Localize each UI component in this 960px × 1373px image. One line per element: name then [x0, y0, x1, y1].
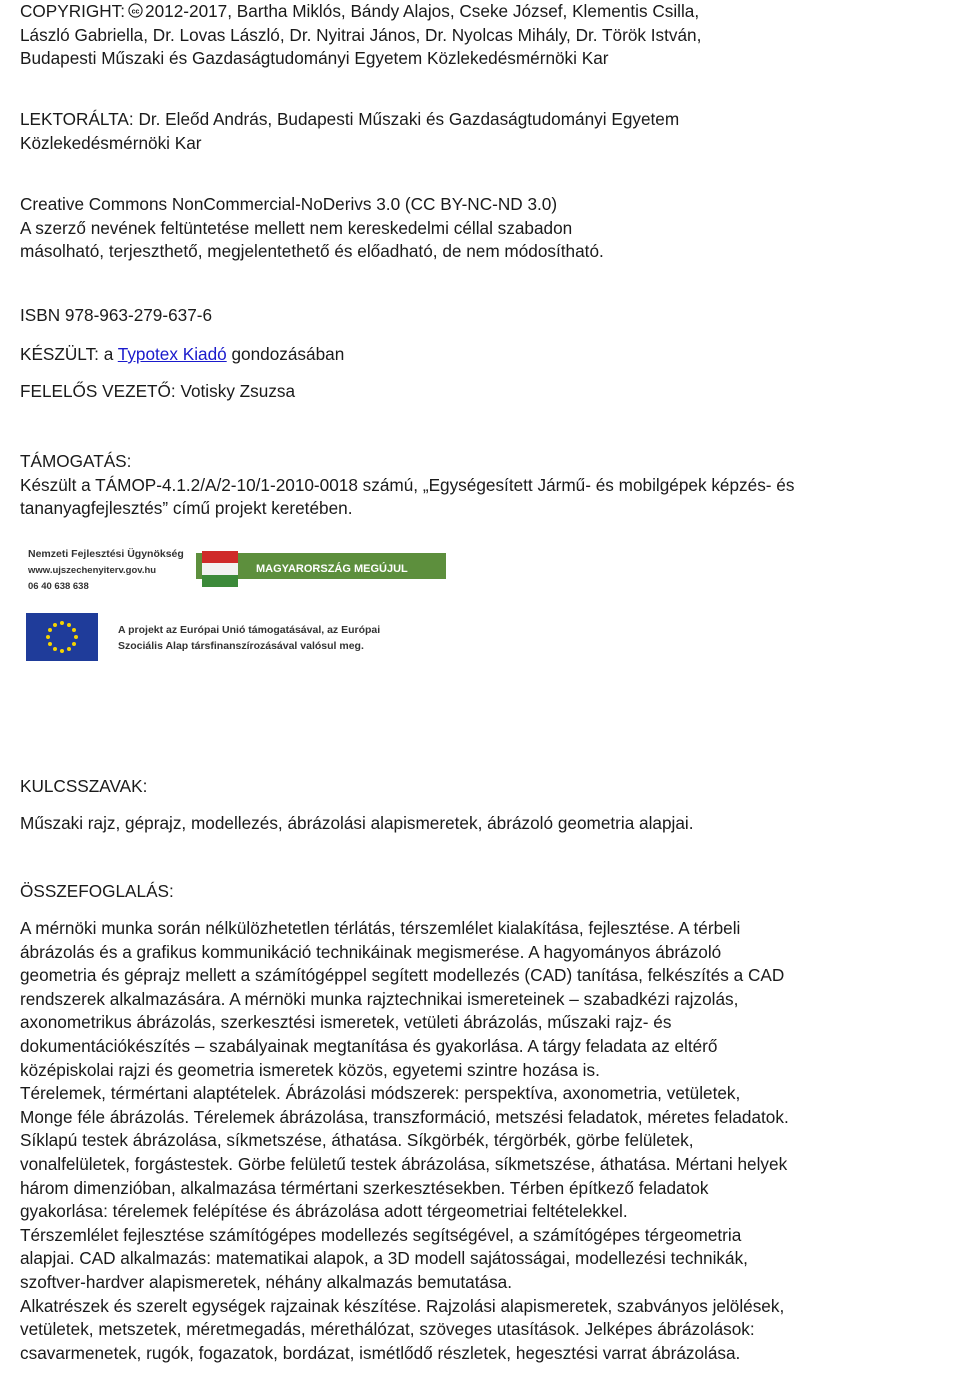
support-line-1: Készült a TÁMOP-4.1.2/A/2-10/1-2010-0018 számú, „Egységesített Jármű- és mobilgépek képzés- és: [20, 474, 795, 495]
copyright-label: COPYRIGHT:: [20, 1, 126, 21]
reviewer-block: [20, 108, 679, 155]
license-line-3: másolható, terjeszthető, megjelentethető és előadható, de nem módosítható.: [20, 241, 604, 262]
keywords-block: [20, 812, 694, 836]
hungarian-flag-icon: [202, 551, 238, 587]
summary-heading-block: [20, 880, 174, 904]
keywords-heading: KULCSSZAVAK:: [20, 776, 148, 796]
publisher-line: [20, 343, 344, 367]
agency-phone: 06 40 638 638: [28, 581, 89, 592]
copyright-block: [20, 0, 701, 71]
publisher-link[interactable]: Typotex Kiadó: [117, 344, 227, 364]
summary-line: Térelemek, térmértani alaptételek. Ábrázolási módszerek: perspektíva, axonometria, vetületek,: [20, 1083, 741, 1104]
eu-flag-icon: [26, 613, 98, 661]
creative-commons-icon: [128, 3, 143, 18]
summary-line: A mérnöki munka során nélkülözhetetlen térlátás, térszemlélet kialakítása, fejlesztése. A térbeli: [20, 918, 741, 938]
funding-logo: [0, 535, 452, 680]
reviewer-line-2: Közlekedésmérnöki Kar: [20, 132, 202, 153]
summary-block: [20, 917, 960, 1365]
copyright-years-authors: 2012-2017, Bartha Miklós, Bándy Alajos, Cseke József, Klementis Csilla,: [145, 1, 700, 21]
eu-text-line-2: Szociális Alap társfinanszírozásával valósul meg.: [118, 640, 364, 652]
summary-line: három dimenzióban, alkalmazása térmértani szerkesztésekben. Térben építkező feladatok: [20, 1177, 709, 1198]
summary-line: dokumentációkészítés – szabályainak megtanítása és gyakorlása. A tárgy feladata az eltérő: [20, 1035, 718, 1056]
reviewer-line-1: LEKTORÁLTA: Dr. Eleőd András, Budapesti Műszaki és Gazdaságtudományi Egyetem: [20, 109, 680, 129]
publisher-suffix: gondozásában: [226, 344, 345, 364]
license-line-2: A szerző nevének feltüntetése mellett nem kereskedelmi céllal szabadon: [20, 217, 573, 238]
summary-line: Monge féle ábrázolás. Térelemek ábrázolása, transzformáció, metszési feladatok, méretes feladatok.: [20, 1106, 789, 1127]
summary-line: Síklapú testek ábrázolása, síkmetszése, áthatása. Síkgörbék, térgörbék, görbe felületek,: [20, 1130, 694, 1151]
support-block: [20, 450, 794, 521]
summary-line: gyakorlása: térelemek felépítése és ábrázolása adott térgeometriai feltételekkel.: [20, 1201, 628, 1222]
summary-line: vonalfelületek, forgástestek. Görbe felületű testek ábrázolása, síkmetszése, áthatása. Mértani helyek: [20, 1153, 788, 1174]
copyright-line-1: [20, 0, 701, 24]
summary-line: vetületek, metszetek, méretmegadás, mérethálózat, szöveges utasítások. Jelképes ábrázolások:: [20, 1319, 755, 1340]
copyright-line-2: László Gabriella, Dr. Lovas László, Dr. Nyitrai János, Dr. Nyolcas Mihály, Dr. Török István,: [20, 24, 702, 45]
license-line-1: Creative Commons NonCommercial-NoDerivs 3.0 (CC BY-NC-ND 3.0): [20, 194, 558, 214]
isbn: ISBN 978-963-279-637-6: [20, 305, 213, 325]
keywords-text: Műszaki rajz, géprajz, modellezés, ábrázolási alapismeretek, ábrázoló geometria alapjai.: [20, 813, 694, 833]
summary-line: alapjai. CAD alkalmazás: matematikai alapok, a 3D modell sajátosságai, modellezési technikák,: [20, 1248, 748, 1269]
funding-logo-graphic: [0, 535, 452, 680]
summary-line: rendszerek alkalmazására. A mérnöki munka rajztechnikai ismereteinek – szabadkézi rajzolás,: [20, 988, 739, 1009]
responsible-manager: FELELŐS VEZETŐ: Votisky Zsuzsa: [20, 381, 296, 401]
summary-line: Alkatrészek és szerelt egységek rajzainak készítése. Rajzolási alapismeretek, szabványos jelölések,: [20, 1295, 785, 1316]
summary-line: geometria és géprajz mellett a számítógéppel segített modellezés (CAD) tanítása, felkészítés a CAD: [20, 965, 785, 986]
summary-line: csavarmenetek, rugók, fogazatok, bordázat, ismétlődő részletek, hegesztési varrat ábrázolása.: [20, 1342, 741, 1363]
summary-line: axonometrikus ábrázolás, szerkesztési ismeretek, vetületi ábrázolás, műszaki rajz- és: [20, 1012, 672, 1033]
support-heading: TÁMOGATÁS:: [20, 451, 132, 471]
summary-line: szoftver-hardver alapismeretek, néhány alkalmazás bemutatása.: [20, 1271, 512, 1292]
banner-text: MAGYARORSZÁG MEGÚJUL: [256, 563, 408, 575]
agency-website: www.ujszechenyiterv.gov.hu: [28, 565, 157, 576]
summary-line: középiskolai rajzi és geometria ismeretek közös, egyetemi szintre hozása is.: [20, 1059, 600, 1080]
license-block: [20, 193, 604, 264]
publisher-prefix: KÉSZÜLT: a: [20, 344, 118, 364]
svg-text:cc: cc: [131, 8, 140, 16]
keywords-heading-block: [20, 775, 147, 799]
agency-name: Nemzeti Fejlesztési Ügynökség: [28, 548, 184, 560]
summary-line: Térszemlélet fejlesztése számítógépes modellezés segítségével, a számítógépes térgeometria: [20, 1224, 742, 1245]
summary-line: ábrázolás és a grafikus kommunikáció technikáinak megismerése. A hagyományos ábrázoló: [20, 941, 722, 962]
support-line-2: tananyagfejlesztés” című projekt keretében.: [20, 498, 353, 519]
eu-text-line-1: A projekt az Európai Unió támogatásával, az Európai: [118, 624, 381, 636]
copyright-line-3: Budapesti Műszaki és Gazdaságtudományi Egyetem Közlekedésmérnöki Kar: [20, 48, 609, 69]
summary-heading: ÖSSZEFOGLALÁS:: [20, 881, 174, 901]
